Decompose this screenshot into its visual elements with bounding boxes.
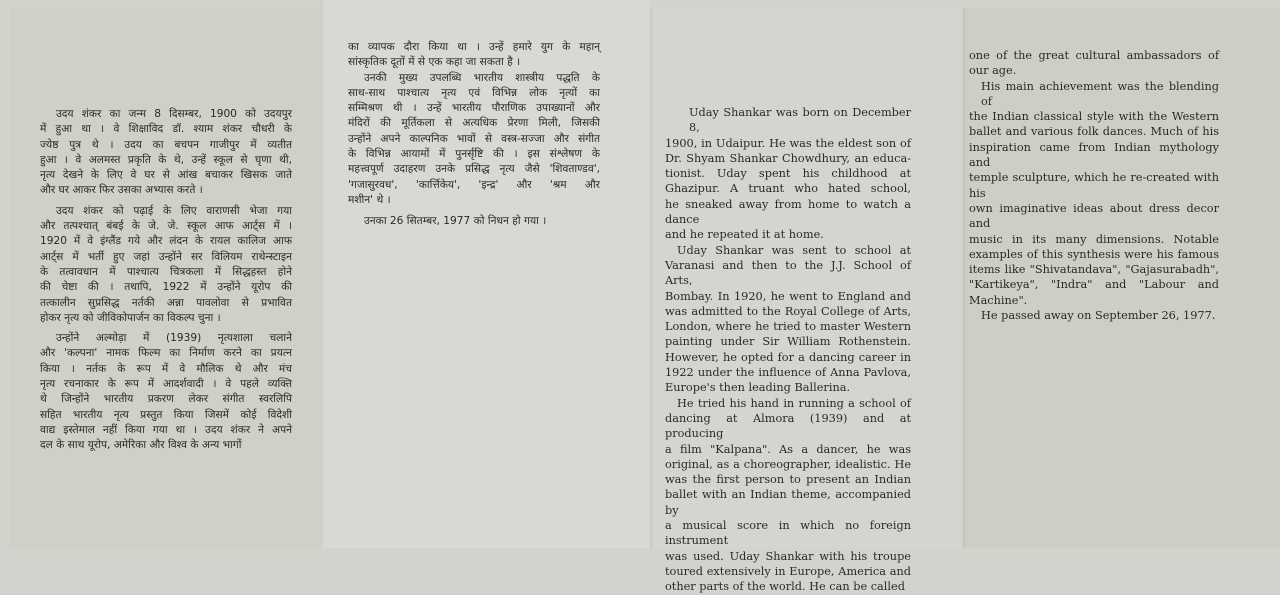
fold-shadow	[963, 8, 967, 548]
hindi-column-1	[40, 107, 292, 454]
english-paragraph-ambassador: one of the great cultural ambassadors of our age.	[969, 49, 1219, 78]
english-paragraph-death: He passed away on September 26, 1977.	[981, 309, 1216, 323]
hindi-paragraph-achievement: उनकी मुख्य उपलब्धि भारतीय शास्त्रीय पद्धति के साथ-साथ पाश्चात्य नृत्य एवं विभिन्न लोक नृत्यों का सम्मिश्रण थी । उन्हें भारतीय पौराणिक उपाख्यानों और मंदिरों की मूर्तिकला से अत्यधिक प्रेरणा मिली, जिसकी उन्होंने अपने काल्पनिक भावों से वस्त्र-सज्जा और संगीत के विभिन्न आयामों में पुनर्सृष्टि की । इस संश्लेषण के महत्त्वपूर्ण उदाहरण उनके प्रसिद्ध नृत्य जैसे 'शिवताण्डव', 'गजासुरवध', 'कार्त्तिकेय', 'इन्द्र' और 'श्रम और मशीन' थे ।	[348, 71, 600, 206]
hindi-column-2	[348, 40, 600, 230]
english-paragraph-birth: Uday Shankar was born on December 8, 1900, in Udaipur. He was the eldest son of Dr. Shyam Shankar Chowdhury, an educa- tionist. Uday spent his childhood at Ghazipur. A truant who hated school, he sneaked away from home to watch a dance and he repeated it at home.	[665, 106, 911, 242]
hindi-paragraph-birth: उदय शंकर का जन्म 8 दिसम्बर, 1900 को उदयपुर में हुआ था । वे शिक्षाविद डॉ. श्याम शंकर चौधरी के ज्येष्ठ पुत्र थे । उदय का बचपन गाजीपुर में व्यतीत हुआ । वे अलमस्त प्रकृति के थे, उन्हें स्कूल से घृणा थी, नृत्य देखने के लिए वे घर से आंख बचाकर खिसक जाते और घर आकर फिर उसका अभ्यास करते ।	[40, 108, 292, 197]
english-column-1	[665, 105, 911, 595]
english-column-2	[969, 48, 1219, 323]
hindi-paragraph-death: उनका 26 सितम्बर, 1977 को निधन हो गया ।	[364, 215, 547, 228]
fold-shadow	[650, 8, 654, 548]
hindi-panel-left	[10, 8, 320, 548]
english-paragraph-achievement: His main achievement was the blending of the Indian classical style with the Western ballet and various folk dances. Much of his inspiration came from Indian mythology and temple sculpture, which he re-created with his own imaginative ideas about dress decor and music in its many dimensions. Notable examples of this synthesis were his famous items like "Shivatandava", "Gajasurabadh", "Kartikeya", "Indra" and "Labour and Machine".	[969, 79, 1219, 307]
hindi-paragraph-education: उदय शंकर को पढ़ाई के लिए वाराणसी भेजा गया और तत्पश्चात् बंबई के जे. जे. स्कूल आफ आर्ट्स में । 1920 में वे इंग्लैंड गये और लंदन के रायल कालिज आफ आर्ट्स में भर्ती हुए जहां उन्होंने सर विलियम राथेन्स्टाइन के तत्वावधान में पाश्चात्य चित्रकला में सिद्धहस्त होने की चेष्टा की । तथापि, 1922 में उन्होंने यूरोप की तत्कालीन सुप्रसिद्ध नर्तकी अन्ना पावलोवा से प्रभावित होकर नृत्य को जीविकोपार्जन का विकल्प चुना ।	[40, 204, 292, 324]
hindi-panel-right	[320, 0, 650, 548]
hindi-paragraph-career: उन्होंने अल्मोड़ा में (1939) नृत्यशाला चलाने और 'कल्पना' नामक फिल्म का निर्माण करने का प्रयत्न किया । नर्तक के रूप में वे मौलिक थे और मंच नृत्य रचनाकार के रूप में आदर्शवादी । वे पहले व्यक्ति थे जिन्होंने भारतीय प्रकरण लेकर संगीत स्वरलिपि सहित भारतीय नृत्य प्रस्तुत किया जिसमें कोई विदेशी वाद्य इस्तेमाल नहीं किया गया था । उदय शंकर ने अपने दल के साथ यूरोप, अमेरिका और विश्व के अन्य भागों	[40, 332, 292, 452]
english-panel-left	[650, 8, 963, 594]
fold-shadow	[320, 0, 324, 548]
hindi-paragraph-ambassador: का व्यापक दौरा किया था । उन्हें हमारे युग के महान् सांस्कृतिक दूतों में से एक कहा जा सकता है ।	[348, 41, 600, 69]
english-paragraph-education: Uday Shankar was sent to school at Varanasi and then to the J.J. School of Arts, Bombay. In 1920, he went to England and was admitted to the Royal College of Arts, London, where he tried to master Western painting under Sir William Rothenstein. However, he opted for a dancing career in 1922 under the influence of Anna Pavlova, Europe's then leading Ballerina.	[665, 243, 911, 395]
english-paragraph-career: He tried his hand in running a school of dancing at Almora (1939) and at producing a film "Kalpana". As a dancer, he was original, as a choreographer, idealistic. He was the first person to present an Indian ballet with an Indian theme, accompanied by a musical score in which no foreign instrument was used. Uday Shankar with his troupe toured extensively in Europe, America and other parts of the world. He can be called	[665, 396, 911, 594]
english-panel-right	[963, 8, 1280, 548]
